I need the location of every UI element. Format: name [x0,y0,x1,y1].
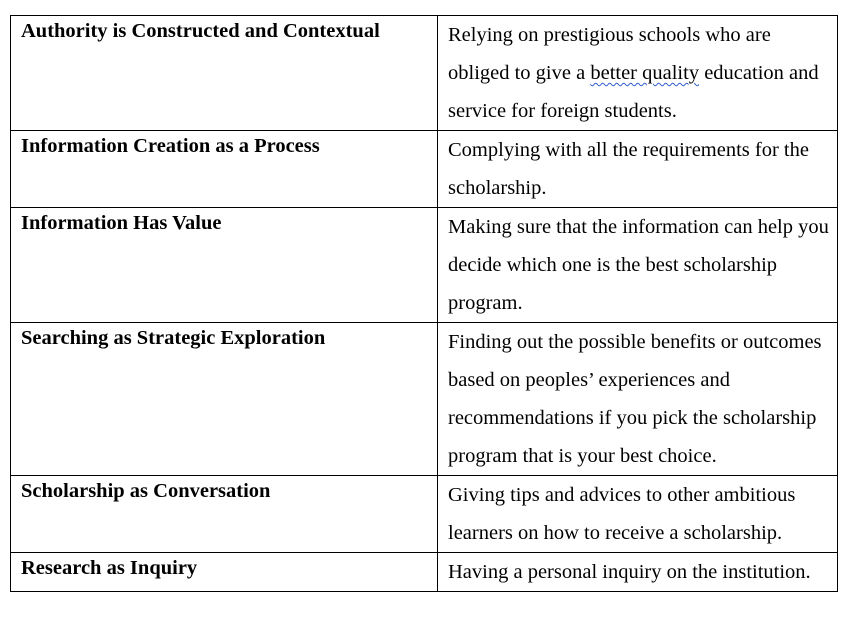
concept-cell: Authority is Constructed and Contextual [11,16,438,131]
table-row [11,553,838,592]
description-cell: Having a personal inquiry on the institution. [438,553,838,592]
concept-cell: Information Has Value [11,208,438,323]
table-row [11,16,838,131]
table-row [11,208,838,323]
description-cell: Finding out the possible benefits or outcomes based on peoples’ experiences and recommendations if you pick the scholarship program that is your best choice. [438,323,838,476]
description-text: Relying on prestigious schools who are obliged to give a [448,24,771,84]
concept-cell: Information Creation as a Process [11,131,438,208]
description-cell: Giving tips and advices to other ambitious learners on how to receive a scholarship. [438,476,838,553]
table-row [11,476,838,553]
table-row [11,323,838,476]
description-cell [438,16,838,131]
spellcheck-marked-text: better quality [590,62,700,84]
concept-cell: Searching as Strategic Exploration [11,323,438,476]
framework-table [10,15,838,592]
concept-cell: Scholarship as Conversation [11,476,438,553]
concept-cell: Research as Inquiry [11,553,438,592]
description-text: education and service for foreign students. [448,62,819,122]
description-cell: Complying with all the requirements for the scholarship. [438,131,838,208]
table-row [11,131,838,208]
description-cell: Making sure that the information can help you decide which one is the best scholarship program. [438,208,838,323]
